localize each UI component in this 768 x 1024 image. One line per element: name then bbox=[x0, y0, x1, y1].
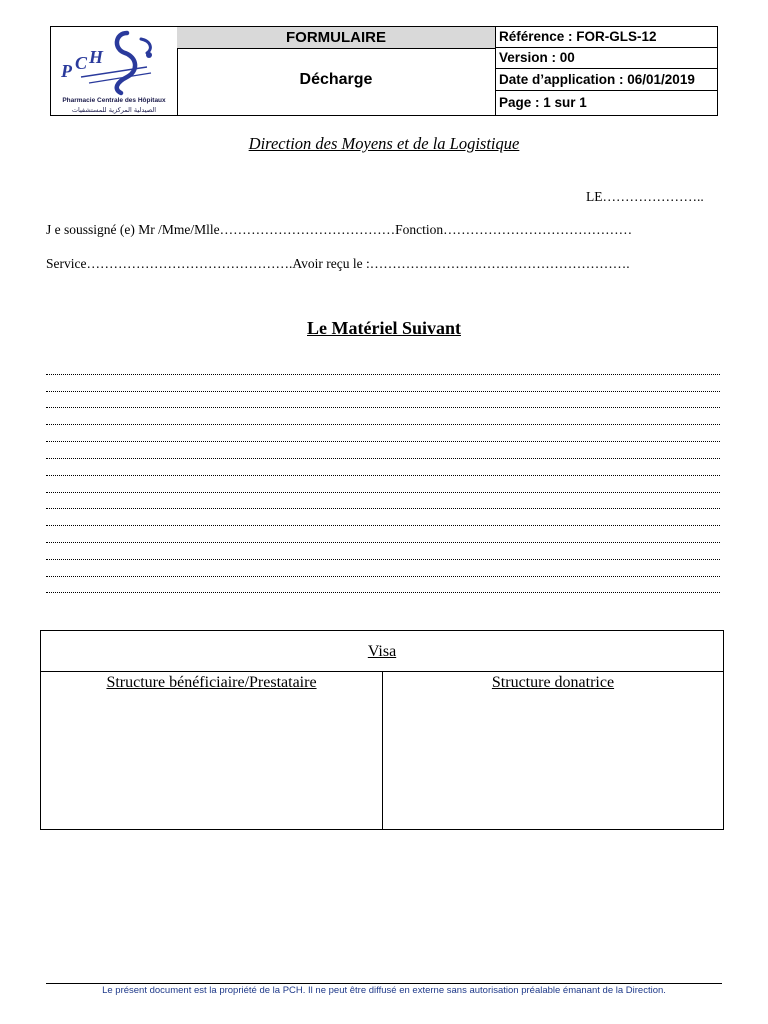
direction-heading: Direction des Moyens et de la Logistique bbox=[248, 134, 520, 153]
form-category-label: FORMULAIRE bbox=[177, 27, 495, 49]
section-title: Le Matériel Suivant bbox=[307, 318, 461, 338]
beneficiary-signature-box bbox=[41, 672, 383, 829]
beneficiary-column-title: Structure bénéficiaire/Prestataire bbox=[106, 674, 317, 691]
visa-header: Visa bbox=[41, 631, 723, 672]
blank-line bbox=[46, 507, 720, 509]
blank-line bbox=[46, 541, 720, 543]
blank-line bbox=[46, 390, 720, 392]
footer-divider bbox=[46, 983, 722, 984]
form-title: Décharge bbox=[299, 71, 373, 88]
blank-line bbox=[46, 524, 720, 526]
reference-field: Référence : FOR-GLS-12 bbox=[495, 27, 717, 48]
footer-notice: Le présent document est la propriété de la PCH. Il ne peut être diffusé en externe sans autorisation préalable émanant de la Direction. bbox=[102, 985, 666, 996]
blank-line bbox=[46, 440, 720, 442]
blank-line bbox=[46, 491, 720, 493]
blank-line bbox=[46, 457, 720, 459]
svg-text:P: P bbox=[61, 61, 72, 81]
svg-text:C: C bbox=[75, 53, 88, 73]
date-application-field: Date d’application : 06/01/2019 bbox=[495, 69, 717, 91]
blank-line bbox=[46, 406, 720, 408]
document-header-table bbox=[50, 26, 718, 116]
title-cell bbox=[177, 27, 496, 115]
blank-line bbox=[46, 373, 720, 375]
donor-column-title: Structure donatrice bbox=[491, 674, 615, 691]
undersigned-line: J e soussigné (e) Mr /Mme/Mlle…………………………………Fonction…………………………………… bbox=[46, 222, 633, 237]
donor-signature-box bbox=[383, 672, 723, 829]
logo-caption-arabic: الصيدلية المركزية للمستشفيات bbox=[71, 106, 157, 114]
page-field: Page : 1 sur 1 bbox=[499, 95, 587, 110]
svg-text:H: H bbox=[89, 47, 104, 67]
visa-table bbox=[40, 630, 724, 830]
pch-logo-icon bbox=[51, 27, 177, 97]
blank-line bbox=[46, 575, 720, 577]
blank-line bbox=[46, 558, 720, 560]
date-le-field: LE………………….. bbox=[586, 189, 704, 204]
logo-caption-french: Pharmacie Centrale des Hôpitaux bbox=[62, 97, 166, 104]
version-field: Version : 00 bbox=[495, 48, 717, 69]
service-line: Service……………………………………….Avoir reçu le :…………………………………………………. bbox=[46, 256, 630, 271]
metadata-cell bbox=[495, 27, 717, 115]
logo-cell bbox=[51, 27, 178, 115]
blank-line bbox=[46, 474, 720, 476]
blank-line bbox=[46, 423, 720, 425]
blank-line bbox=[46, 591, 720, 593]
